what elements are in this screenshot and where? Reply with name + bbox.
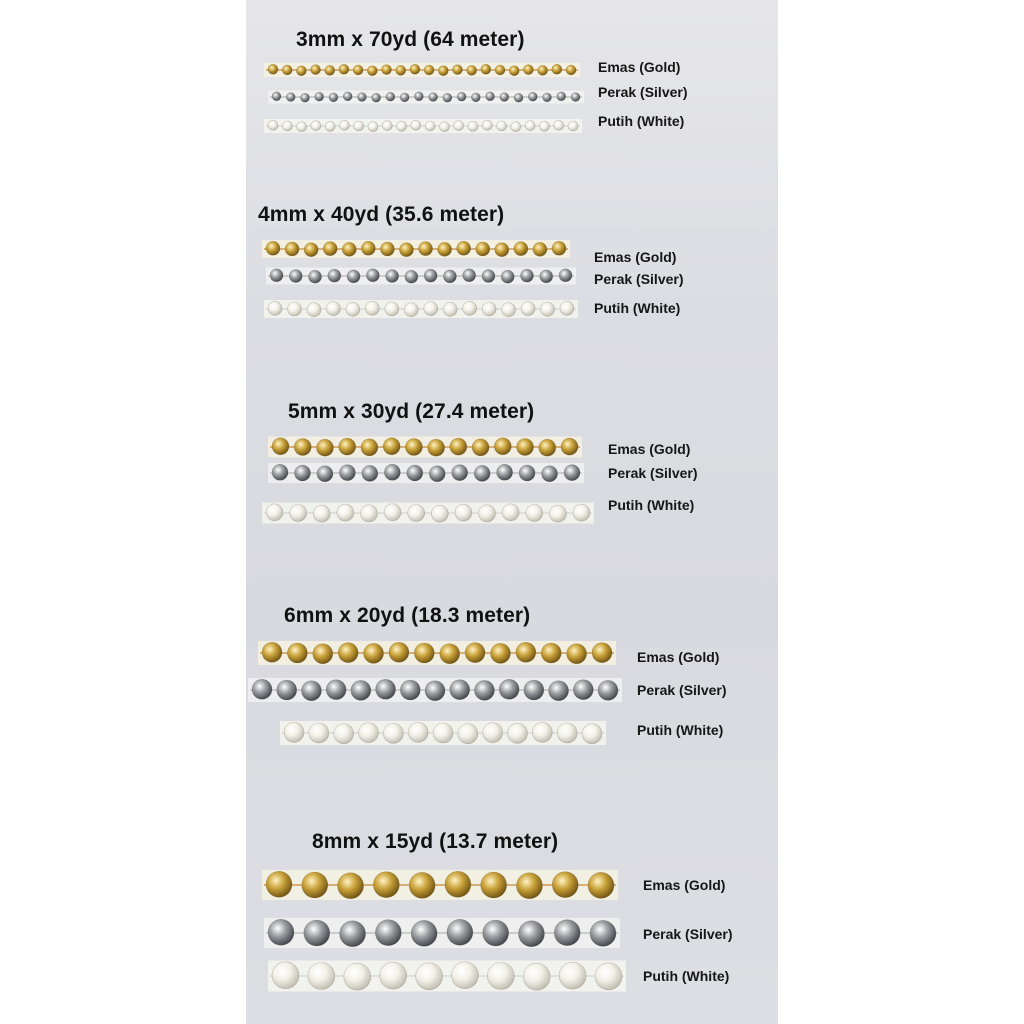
bead: [516, 642, 536, 662]
bead: [567, 644, 587, 664]
bead: [568, 121, 578, 131]
bead: [400, 93, 409, 102]
bead: [347, 270, 360, 283]
bead: [482, 302, 496, 316]
bead: [560, 301, 574, 315]
bead: [595, 963, 622, 990]
bead: [490, 643, 510, 663]
bead: [517, 439, 534, 456]
bead: [573, 680, 593, 700]
bead: [287, 643, 307, 663]
bead: [408, 722, 428, 742]
bead: [361, 241, 375, 255]
bead-strand-white: [278, 717, 608, 749]
bead: [481, 64, 491, 74]
bead: [272, 438, 289, 455]
bead: [557, 92, 566, 101]
bead: [497, 464, 513, 480]
bead: [354, 121, 364, 131]
bead: [313, 644, 333, 664]
bead: [372, 93, 381, 102]
bead: [419, 242, 433, 256]
bead: [383, 723, 403, 743]
label-gold: Emas (Gold): [637, 649, 720, 665]
bead: [571, 93, 580, 102]
bead: [307, 303, 321, 317]
bead: [282, 65, 292, 75]
bead: [339, 64, 349, 74]
bead: [266, 871, 292, 897]
label-silver: Perak (Silver): [637, 682, 727, 698]
bead: [543, 93, 552, 102]
bead: [338, 643, 358, 663]
label-white: Putih (White): [637, 722, 724, 738]
bead: [342, 242, 356, 256]
bead: [389, 642, 409, 662]
bead: [409, 872, 435, 898]
bead: [361, 439, 378, 456]
bead-strand-gold: [262, 58, 582, 82]
bead: [329, 93, 338, 102]
bead: [344, 963, 371, 990]
bead: [411, 120, 421, 130]
label-silver: Perak (Silver): [608, 465, 698, 481]
bead: [284, 722, 304, 742]
bead: [285, 242, 299, 256]
bead: [407, 465, 423, 481]
bead: [380, 242, 394, 256]
bead: [287, 302, 301, 316]
bead: [566, 65, 576, 75]
bead: [523, 65, 533, 75]
bead: [440, 644, 460, 664]
bead-strand-silver: [262, 914, 622, 952]
bead: [366, 269, 379, 282]
bead: [552, 64, 562, 74]
bead: [272, 962, 299, 989]
bead-strand-silver: [266, 86, 586, 108]
bead: [559, 269, 572, 282]
label-silver: Perak (Silver): [594, 271, 684, 287]
bead: [357, 93, 366, 102]
bead: [351, 680, 371, 700]
bead: [457, 92, 466, 101]
bead: [559, 962, 586, 989]
bead: [334, 724, 354, 744]
bead: [552, 872, 578, 898]
bead: [502, 504, 519, 521]
bead: [582, 724, 602, 744]
bead-strand-silver: [246, 675, 624, 705]
label-white: Putih (White): [608, 497, 695, 513]
bead: [552, 241, 566, 255]
bead: [438, 242, 452, 256]
bead: [443, 302, 457, 316]
bead: [561, 438, 578, 455]
section-title-3mm: 3mm x 70yd (64 meter): [296, 28, 525, 51]
bead: [524, 680, 544, 700]
bead: [325, 121, 335, 131]
bead: [337, 504, 354, 521]
bead: [375, 920, 401, 946]
bead: [454, 121, 464, 131]
bead: [294, 465, 310, 481]
bead: [376, 679, 396, 699]
bead: [523, 963, 550, 990]
bead: [368, 122, 378, 132]
bead: [380, 962, 407, 989]
bead: [414, 92, 423, 101]
bead: [386, 270, 399, 283]
bead: [252, 679, 272, 699]
bead: [428, 439, 445, 456]
bead: [404, 303, 418, 317]
bead: [541, 302, 555, 316]
bead: [519, 465, 535, 481]
bead: [362, 465, 378, 481]
bead: [465, 643, 485, 663]
bead: [438, 66, 448, 76]
bead: [385, 302, 399, 316]
bead: [339, 120, 349, 130]
bead: [300, 93, 309, 102]
bead: [384, 464, 400, 480]
bead: [343, 92, 352, 101]
bead: [311, 121, 321, 131]
bead: [521, 302, 535, 316]
bead: [598, 680, 618, 700]
bead: [439, 122, 449, 132]
bead: [525, 121, 535, 131]
bead: [397, 121, 407, 131]
bead: [315, 92, 324, 101]
bead: [467, 65, 477, 75]
bead: [557, 723, 577, 743]
section-title-5mm: 5mm x 30yd (27.4 meter): [288, 400, 535, 423]
bead: [542, 466, 558, 482]
bead: [447, 919, 473, 945]
bead: [472, 439, 489, 456]
bead: [452, 65, 462, 75]
bead: [514, 93, 523, 102]
bead: [396, 65, 406, 75]
bead: [481, 872, 507, 898]
bead: [474, 680, 494, 700]
section-title-8mm: 8mm x 15yd (13.7 meter): [312, 830, 559, 853]
bead: [304, 243, 318, 257]
label-white: Putih (White): [643, 968, 730, 984]
bead: [308, 963, 335, 990]
bead: [528, 92, 537, 101]
bead: [367, 66, 377, 76]
bead: [302, 872, 328, 898]
bead: [316, 439, 333, 456]
bead: [476, 242, 490, 256]
bead: [266, 241, 280, 255]
bead: [338, 873, 364, 899]
bead: [346, 302, 360, 316]
bead-strand-gold: [266, 434, 584, 460]
bead: [410, 64, 420, 74]
bead: [262, 642, 282, 662]
bead: [471, 93, 480, 102]
bead: [309, 270, 322, 283]
label-gold: Emas (Gold): [608, 441, 691, 457]
bead: [431, 505, 448, 522]
bead: [495, 243, 509, 257]
bead-strand-white: [266, 956, 628, 996]
bead-strand-white: [260, 498, 596, 528]
bead: [511, 122, 521, 132]
bead: [424, 269, 437, 282]
bead: [414, 643, 434, 663]
photo-board: [246, 0, 778, 1024]
bead: [526, 505, 543, 522]
bead: [400, 680, 420, 700]
bead: [495, 65, 505, 75]
bead: [272, 92, 281, 101]
bead: [326, 302, 340, 316]
bead: [502, 303, 516, 317]
bead: [309, 723, 329, 743]
bead: [549, 681, 569, 701]
bead: [339, 438, 356, 455]
bead: [486, 92, 495, 101]
bead: [452, 465, 468, 481]
bead: [450, 438, 467, 455]
bead: [304, 920, 330, 946]
bead: [482, 120, 492, 130]
bead-strand-gold: [256, 638, 618, 668]
bead: [443, 93, 452, 102]
section-title-6mm: 6mm x 20yd (18.3 meter): [284, 604, 531, 627]
bead: [301, 681, 321, 701]
bead: [516, 873, 542, 899]
bead: [520, 269, 533, 282]
bead: [268, 919, 294, 945]
bead: [383, 438, 400, 455]
bead: [455, 504, 472, 521]
bead: [533, 242, 547, 256]
bead: [588, 872, 614, 898]
label-white: Putih (White): [594, 300, 681, 316]
bead: [554, 120, 564, 130]
bead: [494, 438, 511, 455]
bead: [549, 505, 566, 522]
bead: [405, 270, 418, 283]
bead: [365, 301, 379, 315]
bead: [359, 723, 379, 743]
bead: [429, 466, 445, 482]
bead: [268, 301, 282, 315]
bead: [590, 920, 616, 946]
bead: [294, 439, 311, 456]
bead: [541, 643, 561, 663]
bead: [270, 269, 283, 282]
bead: [416, 963, 443, 990]
bead: [499, 679, 519, 699]
label-gold: Emas (Gold): [643, 877, 726, 893]
bead: [323, 242, 337, 256]
bead: [458, 724, 478, 744]
bead: [296, 66, 306, 76]
bead: [266, 504, 283, 521]
bead: [326, 680, 346, 700]
bead: [340, 921, 366, 947]
bead: [384, 504, 401, 521]
bead: [538, 65, 548, 75]
label-silver: Perak (Silver): [643, 926, 733, 942]
bead: [508, 723, 528, 743]
bead: [433, 723, 453, 743]
bead: [311, 65, 321, 75]
bead: [539, 439, 556, 456]
bead: [501, 270, 514, 283]
bead: [282, 121, 292, 131]
bead: [364, 643, 384, 663]
bead: [425, 121, 435, 131]
bead: [540, 270, 553, 283]
bead: [360, 505, 377, 522]
bead: [445, 871, 471, 897]
bead: [564, 465, 580, 481]
bead: [373, 872, 399, 898]
bead: [339, 465, 355, 481]
bead: [290, 505, 307, 522]
bead-strand-silver: [264, 264, 578, 288]
bead: [424, 65, 434, 75]
bead: [474, 465, 490, 481]
bead: [497, 121, 507, 131]
bead: [463, 301, 477, 315]
bead: [272, 464, 288, 480]
section-title-4mm: 4mm x 40yd (35.6 meter): [258, 203, 505, 226]
bead: [592, 643, 612, 663]
bead: [500, 93, 509, 102]
bead: [509, 66, 519, 76]
bead: [450, 680, 470, 700]
bead: [408, 505, 425, 522]
bead: [451, 962, 478, 989]
bead: [443, 270, 456, 283]
bead: [317, 466, 333, 482]
bead: [313, 505, 330, 522]
bead: [424, 302, 438, 316]
bead: [429, 93, 438, 102]
bead: [487, 963, 514, 990]
bead: [386, 92, 395, 101]
bead: [457, 241, 471, 255]
bead-strand-silver: [266, 460, 586, 486]
label-white: Putih (White): [598, 113, 685, 129]
bead: [405, 439, 422, 456]
label-silver: Perak (Silver): [598, 84, 688, 100]
bead-strand-white: [262, 296, 580, 322]
bead: [482, 270, 495, 283]
bead: [539, 121, 549, 131]
label-gold: Emas (Gold): [598, 59, 681, 75]
bead: [268, 120, 278, 130]
bead: [328, 269, 341, 282]
bead: [399, 243, 413, 257]
bead: [425, 681, 445, 701]
label-gold: Emas (Gold): [594, 249, 677, 265]
bead: [573, 504, 590, 521]
bead-strand-white: [262, 114, 584, 138]
bead: [353, 65, 363, 75]
bead: [382, 65, 392, 75]
bead-strand-gold: [260, 236, 572, 262]
bead-strand-gold: [260, 866, 620, 904]
bead: [483, 920, 509, 946]
bead: [382, 121, 392, 131]
bead: [514, 242, 528, 256]
bead: [268, 64, 278, 74]
bead: [411, 920, 437, 946]
bead: [277, 680, 297, 700]
bead: [297, 122, 307, 132]
bead: [463, 269, 476, 282]
bead: [532, 722, 552, 742]
bead: [554, 920, 580, 946]
bead: [483, 723, 503, 743]
bead: [468, 121, 478, 131]
bead: [479, 505, 496, 522]
bead: [286, 93, 295, 102]
bead: [325, 65, 335, 75]
bead: [289, 270, 302, 283]
bead: [518, 921, 544, 947]
